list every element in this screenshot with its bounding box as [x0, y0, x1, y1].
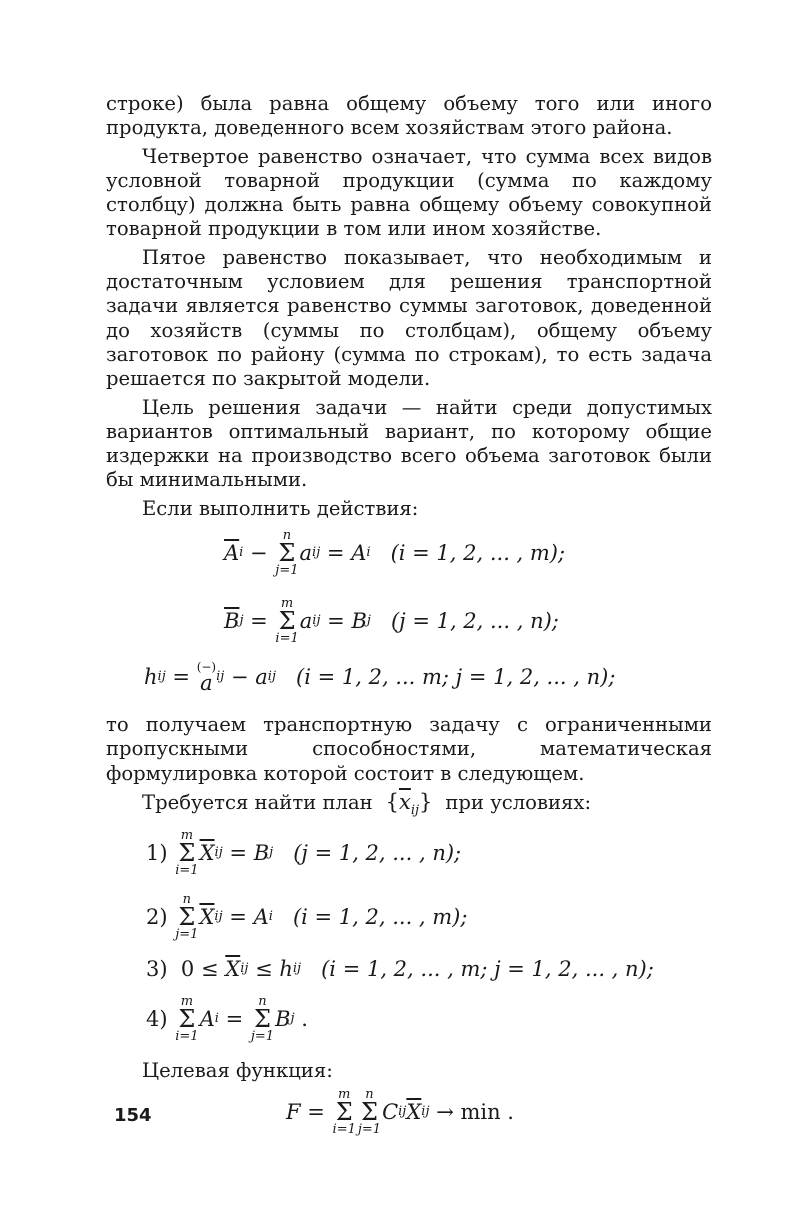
equation-3-condition: (i = 1, 2, ... m; j = 1, 2, ... , n);: [296, 665, 616, 690]
equation-1: $\overline{A}$ i − n Σ j=1 a ij = A i (i = 1, 2, ... , m);: [224, 528, 566, 579]
sum-symbol: n Σ j=1: [250, 994, 275, 1045]
equation-1-condition: (i = 1, 2, ... , m);: [390, 540, 566, 565]
condition-1: 1) m Σ i=1 $\overline{X}$ ij = B j (j = 1, 2, ... , n);: [146, 828, 462, 879]
condition-4: 4) m Σ i=1 A i = n Σ j=1 B j .: [146, 994, 308, 1045]
paragraph-if-actions: Если выполнить действия:: [142, 496, 419, 520]
equation-2: $\overline{B}$ j = m Σ i=1 a ij = B j (j = 1, 2, ... , n);: [224, 596, 559, 647]
equation-3: h ij = (−) a ij − a ij (i = 1, 2, ... m; j = 1, 2, ... , n);: [144, 660, 616, 696]
sum-symbol: n Σ j=1: [357, 1086, 382, 1137]
condition-3: 3) 0 ≤ $\overline{X}$ ij ≤ h ij (i = 1, 2, ... , m; j = 1, 2, ... , n);: [146, 957, 654, 982]
sum-symbol: n Σ j=1: [275, 528, 299, 579]
paragraph-goal: Цель решения задачи — найти среди допустимых вариантов оптимальный вариант, по которому общие издержки на производство всего объема заготовок были бы минимальными.: [106, 395, 712, 492]
condition-2: 2) n Σ j=1 $\overline{X}$ ij = A i (i = 1, 2, ... , m);: [146, 892, 468, 943]
paragraph-fifth-equality: Пятое равенство показывает, что необходимым и достаточным условием для решения транспортной задачи является равенство суммы заготовок, доведенной до хозяйств (суммы по столбцам), общему объему заготовок по району (сумма по строкам), то есть задача решается по закрытой модели.: [106, 245, 712, 391]
paragraph-objective: Целевая функция:: [142, 1059, 333, 1083]
sum-symbol: n Σ j=1: [175, 892, 199, 943]
sum-symbol: m Σ i=1: [175, 828, 199, 879]
objective-function: F = m Σ i=1 n Σ j=1 C ij $\overline{X}$ ij → min .: [286, 1086, 514, 1137]
paragraph-find-plan: Требуется найти план $\{\overline{x}_{ij}\}$ при условиях:: [142, 789, 592, 819]
page-body: [106, 92, 712, 1148]
paragraph-fourth-equality: Четвертое равенство означает, что сумма всех видов условной товарной продукции (сумма по каждому столбцу) должна быть равна общему объему совокупной товарной продукции в том или ином хозяйстве.: [106, 144, 712, 241]
plan-variable: $\{\overline{x}_{ij}\}$: [378, 789, 440, 819]
page-number: 154: [114, 1105, 152, 1126]
sum-symbol: m Σ i=1: [175, 994, 199, 1045]
sum-symbol: m Σ i=1: [332, 1086, 356, 1137]
equation-2-condition: (j = 1, 2, ... , n);: [390, 608, 559, 633]
paragraph-transport-task: то получаем транспортную задачу с ограниченными пропускными способностями, математическая формулировка которой состоит в следующем.: [106, 713, 712, 785]
paragraph-continuation: строке) была равна общему объему того или иного продукта, доведенного всем хозяйствам этого района.: [106, 92, 712, 140]
sum-symbol: m Σ i=1: [275, 596, 299, 647]
